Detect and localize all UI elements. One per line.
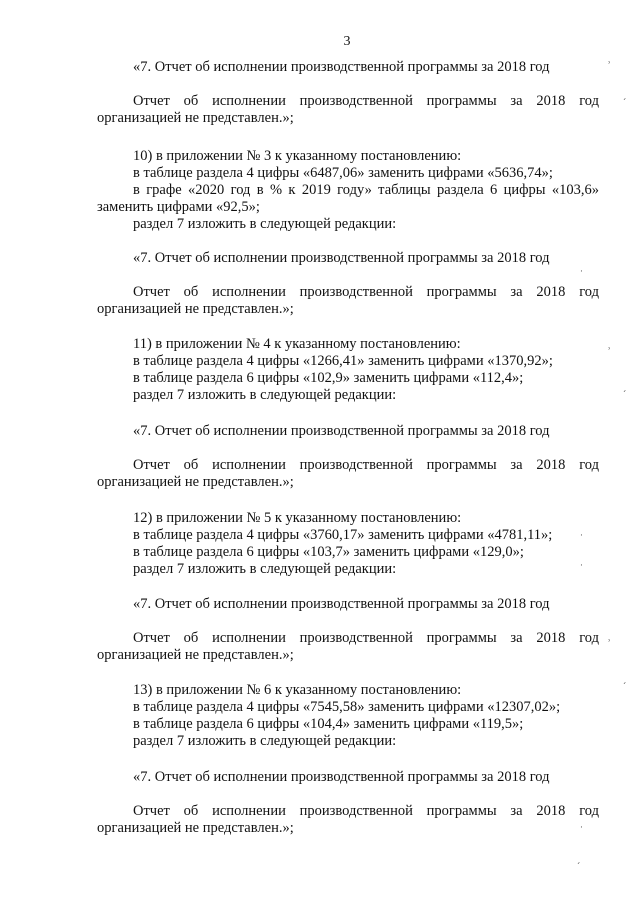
paragraph-continuation: организацией не представлен.»; [97, 301, 294, 317]
scan-speck: ʾ [608, 347, 611, 357]
scan-speck: · [580, 531, 583, 541]
amendment-line: в графе «2020 год в % к 2019 году» таблицы раздела 6 цифры «103,6» [133, 182, 599, 198]
paragraph-continuation: организацией не представлен.»; [97, 647, 294, 663]
paragraph-continuation: организацией не представлен.»; [97, 110, 294, 126]
amendment-line: раздел 7 изложить в следующей редакции: [133, 216, 397, 232]
amendment-line: в таблице раздела 6 цифры «104,4» заменить цифрами «119,5»; [133, 716, 524, 732]
amendment-item-heading: 12) в приложении № 5 к указанному постановлению: [133, 510, 462, 526]
amendment-line: раздел 7 изложить в следующей редакции: [133, 387, 397, 403]
amendment-line: в таблице раздела 4 цифры «3760,17» заменить цифрами «4781,11»; [133, 527, 553, 543]
scan-speck: ˏ [622, 383, 627, 393]
paragraph-first-line: Отчет об исполнении производственной программы за 2018 год [133, 457, 599, 473]
scan-speck: ˏ [576, 855, 581, 865]
section-heading: «7. Отчет об исполнении производственной программы за 2018 год [133, 59, 550, 75]
paragraph-first-line: Отчет об исполнении производственной программы за 2018 год [133, 803, 599, 819]
amendment-line: в таблице раздела 4 цифры «6487,06» заменить цифрами «5636,74»; [133, 165, 553, 181]
paragraph-continuation: организацией не представлен.»; [97, 474, 294, 490]
amendment-line-continuation: заменить цифрами «92,5»; [97, 199, 260, 215]
amendment-item-heading: 10) в приложении № 3 к указанному постановлению: [133, 148, 462, 164]
amendment-line: в таблице раздела 4 цифры «1266,41» заменить цифрами «1370,92»; [133, 353, 553, 369]
section-heading: «7. Отчет об исполнении производственной программы за 2018 год [133, 250, 550, 266]
paragraph-first-line: Отчет об исполнении производственной программы за 2018 год [133, 93, 599, 109]
scan-speck: ˏ [622, 91, 627, 101]
paragraph-first-line: Отчет об исполнении производственной программы за 2018 год [133, 630, 599, 646]
section-heading: «7. Отчет об исполнении производственной программы за 2018 год [133, 769, 550, 785]
paragraph-continuation: организацией не представлен.»; [97, 820, 294, 836]
scan-speck: · [580, 267, 583, 277]
amendment-line: в таблице раздела 4 цифры «7545,58» заменить цифрами «12307,02»; [133, 699, 561, 715]
scan-speck: ʾ [608, 639, 611, 649]
scan-speck: · [580, 561, 583, 571]
scan-speck: · [580, 823, 583, 833]
page-number: 3 [343, 34, 351, 49]
amendment-item-heading: 11) в приложении № 4 к указанному постановлению: [133, 336, 461, 352]
amendment-line: раздел 7 изложить в следующей редакции: [133, 733, 397, 749]
amendment-item-heading: 13) в приложении № 6 к указанному постановлению: [133, 682, 462, 698]
amendment-line: раздел 7 изложить в следующей редакции: [133, 561, 397, 577]
amendment-line: в таблице раздела 6 цифры «102,9» заменить цифрами «112,4»; [133, 370, 524, 386]
amendment-line: в таблице раздела 6 цифры «103,7» заменить цифрами «129,0»; [133, 544, 524, 560]
section-heading: «7. Отчет об исполнении производственной программы за 2018 год [133, 423, 550, 439]
paragraph-first-line: Отчет об исполнении производственной программы за 2018 год [133, 284, 599, 300]
section-heading: «7. Отчет об исполнении производственной программы за 2018 год [133, 596, 550, 612]
scan-speck: ʾ [608, 61, 611, 71]
scan-speck: ˏ [622, 675, 627, 685]
